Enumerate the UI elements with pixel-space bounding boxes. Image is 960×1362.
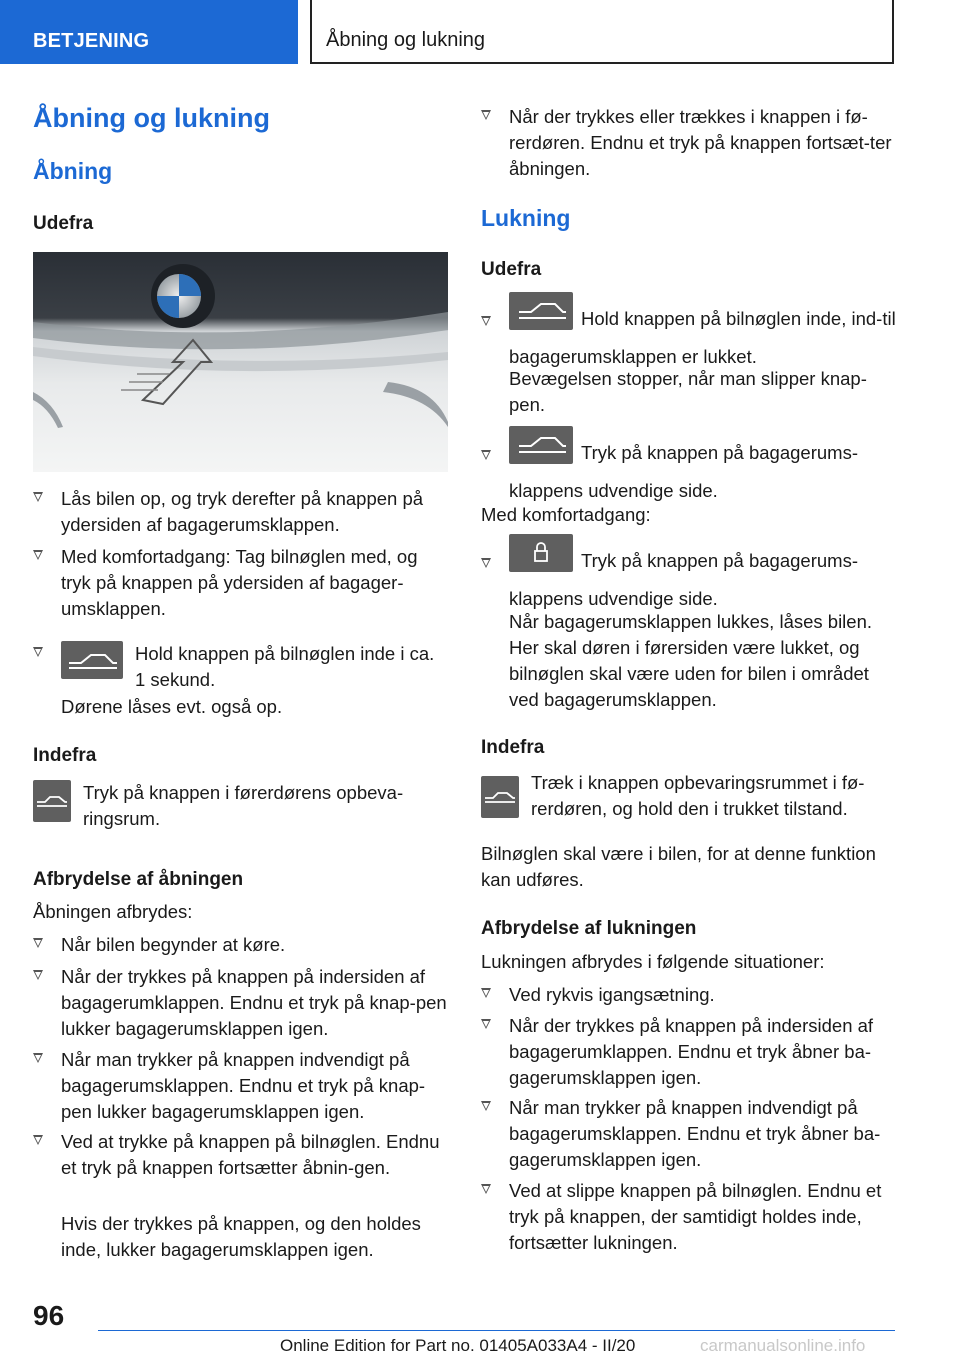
triangle-bullet-icon	[33, 1053, 43, 1063]
door-tailgate-button-icon	[481, 776, 519, 818]
list-item-text: Når man trykker på knappen indvendigt på bagagerumsklappen. Endnu et tryk på knap-pen lukker bagagerumsklappen igen.	[61, 1049, 426, 1122]
triangle-bullet-icon	[481, 558, 491, 568]
list-item	[481, 104, 896, 182]
tailgate-photo	[33, 252, 448, 472]
heading-closing: Lukning	[481, 205, 571, 231]
list-item	[481, 426, 896, 501]
heading-interrupt-opening: Afbrydelse af åbningen	[33, 869, 244, 890]
lock-button-icon	[509, 534, 573, 572]
triangle-bullet-icon	[33, 970, 43, 980]
list-item-text: Med komfortadgang: Tag bilnøglen med, og tryk på knappen på ydersiden af bagager-umsklappen.	[61, 546, 418, 619]
interrupt-intro: Åbningen afbrydes:	[33, 901, 193, 922]
door-tailgate-button-icon	[33, 780, 71, 822]
list-item-text: Lås bilen op, og tryk derefter på knappen på ydersiden af bagagerumsklappen.	[61, 488, 424, 535]
triangle-bullet-icon	[481, 316, 491, 326]
list-item	[33, 932, 449, 958]
triangle-bullet-icon	[33, 938, 43, 948]
list-item	[33, 641, 449, 693]
triangle-bullet-icon	[481, 1019, 491, 1029]
list-item-text: Hold knappen på bilnøglen inde, ind-til bagagerumsklappen er lukket.	[509, 308, 896, 367]
triangle-bullet-icon	[33, 1135, 43, 1145]
list-item	[33, 1129, 449, 1181]
footer-divider	[98, 1330, 895, 1331]
list-item	[481, 1178, 896, 1256]
list-item-text: Hold knappen på bilnøglen inde i ca. 1 sekund.	[135, 643, 435, 690]
list-item-text: Ved at slippe knappen på bilnøglen. Endnu et tryk på knappen, der samtidigt holdes inde, fortsætter lukningen.	[509, 1180, 882, 1253]
interrupt-note: Hvis der trykkes på knappen, og den holdes inde, lukker bagagerumsklappen igen.	[61, 1213, 421, 1260]
heading-outside: Udefra	[481, 259, 542, 280]
triangle-bullet-icon	[481, 988, 491, 998]
comfort-label: Med komfortadgang:	[481, 504, 651, 525]
list-item	[481, 292, 896, 367]
list-item-text: Ved rykvis igangsætning.	[509, 984, 715, 1005]
heading-inside: Indefra	[481, 737, 545, 758]
key-note: Dørene låses evt. også op.	[61, 696, 283, 717]
page-number: 96	[33, 1300, 65, 1331]
list-item-text: Tryk på knappen på bagagerums-klappens udvendige side.	[509, 550, 858, 609]
list-item-text: Tryk på knappen på bagagerums-klappens udvendige side.	[509, 442, 858, 501]
list-item-text: Når der trykkes på knappen på indersiden af bagagerumklappen. Endnu et tryk åbner ba-gagerumsklappen igen.	[509, 1015, 874, 1088]
key-in-car: Bilnøglen skal være i bilen, for at denne funktion kan udføres.	[481, 843, 876, 890]
list-item	[481, 1013, 896, 1091]
section-tab: BETJENING	[0, 0, 298, 64]
list-item	[33, 1047, 449, 1125]
triangle-bullet-icon	[481, 1184, 491, 1194]
list-item	[481, 982, 896, 1008]
triangle-bullet-icon	[481, 450, 491, 460]
list-item	[481, 534, 896, 609]
triangle-bullet-icon	[481, 110, 491, 120]
triangle-bullet-icon	[481, 1101, 491, 1111]
inside-row	[481, 770, 896, 822]
list-item-text: Når bilen begynder at køre.	[61, 934, 286, 955]
list-item-text: Når man trykker på knappen indvendigt på bagagerumsklappen. Endnu et tryk åbner ba-gagerumsklappen igen.	[509, 1097, 881, 1170]
heading-inside: Indefra	[33, 745, 97, 766]
page-title: Åbning og lukning	[33, 103, 270, 133]
chapter-title: Åbning og lukning	[310, 0, 894, 64]
key-tailgate-button-icon	[61, 641, 123, 679]
list-item	[33, 544, 449, 622]
list-item-text: Ved at trykke på knappen på bilnøglen. Endnu et tryk på knappen fortsætter åbnin-gen.	[61, 1131, 440, 1178]
list-item-text: Når der trykkes eller trækkes i knappen i fø-rerdøren. Endnu et tryk på knappen fortsæt-ter åbningen.	[509, 106, 892, 179]
list-item	[481, 1095, 896, 1173]
inside-text: Tryk på knappen i førerdørens opbeva-ringsrum.	[83, 782, 404, 829]
edition-text: Online Edition for Part no. 01405A033A4 - II/20	[280, 1336, 636, 1355]
heading-outside: Udefra	[33, 213, 94, 234]
list-item-text: Når der trykkes på knappen på indersiden af bagagerumklappen. Endnu et tryk på knap-pen lukker bagagerumsklappen igen.	[61, 966, 447, 1039]
inside-text: Træk i knappen opbevaringsrummet i fø-rerdøren, og hold den i trukket tilstand.	[531, 772, 865, 819]
triangle-bullet-icon	[33, 647, 43, 657]
key-hold-note: Bevægelsen stopper, når man slipper knap-pen.	[509, 368, 867, 415]
heading-opening: Åbning	[33, 158, 113, 184]
triangle-bullet-icon	[33, 550, 43, 560]
list-item	[33, 486, 449, 538]
inside-row	[33, 780, 449, 832]
lock-note: Når bagagerumsklappen lukkes, låses bilen. Her skal døren i førersiden være lukket, og bilnøglen skal være uden for bilen i området ved bagagerumsklappen.	[509, 611, 873, 710]
key-tailgate-button-icon	[509, 426, 573, 464]
interrupt-intro: Lukningen afbrydes i følgende situationer:	[481, 951, 825, 972]
triangle-bullet-icon	[33, 492, 43, 502]
list-item	[33, 964, 449, 1042]
heading-interrupt-closing: Afbrydelse af lukningen	[481, 918, 697, 939]
key-tailgate-button-icon	[509, 292, 573, 330]
watermark: carmanualsonline.info	[700, 1336, 866, 1355]
